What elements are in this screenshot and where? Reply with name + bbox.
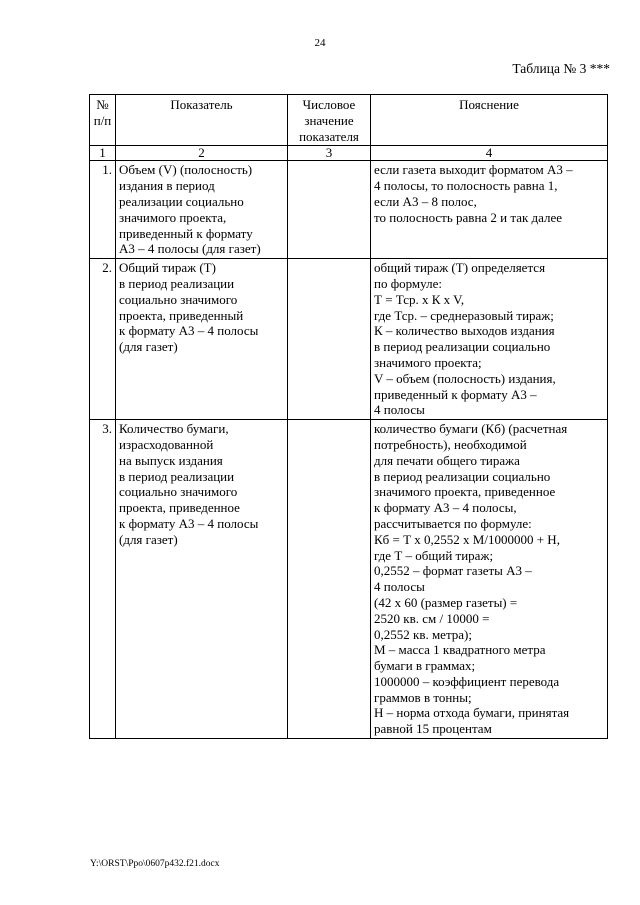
explanation-line: рассчитывается по формуле: bbox=[374, 515, 532, 531]
indicator-line: приведенный к формату bbox=[119, 225, 253, 241]
table-title: Таблица № 3 *** bbox=[512, 61, 610, 76]
table-body bbox=[90, 161, 608, 739]
page-number: 24 bbox=[314, 37, 326, 49]
explanation-line: равной 15 процентам bbox=[374, 721, 492, 737]
explanation-line: в период реализации социально bbox=[374, 468, 551, 484]
column-number-row bbox=[90, 146, 608, 161]
explanation-line: то полосность равна 2 и так далее bbox=[374, 209, 563, 225]
column-number: 4 bbox=[371, 146, 608, 161]
explanation-line: V – объем (полосность) издания, bbox=[374, 370, 556, 386]
row-number: 1. bbox=[90, 161, 116, 259]
explanation-line: к формату А3 – 4 полосы, bbox=[374, 500, 517, 516]
explanation-cell bbox=[371, 161, 608, 259]
column-number: 3 bbox=[288, 146, 371, 161]
indicator-line: израсходованной bbox=[119, 436, 214, 452]
explanation-line: значимого проекта, приведенное bbox=[374, 484, 556, 500]
explanation-line: в период реализации социально bbox=[374, 339, 551, 355]
indicator-line: Общий тираж (Т) bbox=[119, 260, 216, 276]
explanation-line: если газета выходит форматом А3 – bbox=[374, 162, 573, 178]
explanation-line: где Тср. – среднеразовый тираж; bbox=[374, 307, 554, 323]
explanation-line: 1000000 – коэффициент перевода bbox=[374, 673, 560, 689]
header-indicator: Показатель bbox=[116, 95, 288, 146]
explanation-line: где Т – общий тираж; bbox=[374, 547, 494, 563]
explanation-line: Н – норма отхода бумаги, принятая bbox=[374, 705, 570, 721]
column-number: 2 bbox=[116, 146, 288, 161]
explanation-line: 4 полосы, то полосность равна 1, bbox=[374, 178, 558, 194]
explanation-cell bbox=[371, 259, 608, 420]
header-explanation: Пояснение bbox=[371, 95, 608, 146]
header-value-line: значение bbox=[304, 112, 354, 128]
explanation-line: М – масса 1 квадратного метра bbox=[374, 642, 546, 658]
explanation-line: 0,2552 кв. метра); bbox=[374, 626, 473, 642]
explanation-line: по формуле: bbox=[374, 275, 442, 291]
header-value bbox=[288, 95, 371, 146]
indicator-line: Количество бумаги, bbox=[119, 421, 229, 437]
indicator-cell bbox=[116, 420, 288, 739]
explanation-line: 4 полосы bbox=[374, 402, 425, 418]
explanation-line: 0,2552 – формат газеты А3 – bbox=[374, 563, 532, 579]
explanation-line: 2520 кв. см / 10000 = bbox=[374, 610, 490, 626]
column-number: 1 bbox=[90, 146, 116, 161]
indicator-line: к формату А3 – 4 полосы bbox=[119, 515, 259, 531]
row-number: 3. bbox=[90, 420, 116, 739]
explanation-line: общий тираж (Т) определяется bbox=[374, 260, 546, 276]
table-header-row bbox=[90, 95, 608, 146]
table-row bbox=[90, 161, 608, 259]
explanation-line: для печати общего тиража bbox=[374, 452, 520, 468]
indicator-line: проекта, приведенный bbox=[119, 307, 244, 323]
explanation-line: К – количество выходов издания bbox=[374, 323, 555, 339]
explanation-line: потребность), необходимой bbox=[374, 436, 527, 452]
indicator-line: к формату А3 – 4 полосы bbox=[119, 323, 259, 339]
indicator-line: А3 – 4 полосы (для газет) bbox=[119, 241, 261, 257]
indicator-line: (для газет) bbox=[119, 531, 178, 547]
indicator-table bbox=[89, 94, 608, 739]
indicator-cell bbox=[116, 161, 288, 259]
file-path-footer: Y:\ORST\Ppo\0607p432.f21.docx bbox=[90, 859, 220, 869]
explanation-line: (42 x 60 (размер газеты) = bbox=[374, 594, 518, 610]
indicator-line: социально значимого bbox=[119, 484, 238, 500]
indicator-line: Объем (V) (полосность) bbox=[119, 162, 253, 178]
explanation-line: если А3 – 8 полос, bbox=[374, 193, 477, 209]
explanation-line: граммов в тонны; bbox=[374, 689, 472, 705]
indicator-line: (для газет) bbox=[119, 339, 178, 355]
explanation-line: приведенный к формату А3 – bbox=[374, 386, 537, 402]
row-number: 2. bbox=[90, 259, 116, 420]
indicator-line: в период реализации bbox=[119, 468, 235, 484]
explanation-line: количество бумаги (Кб) (расчетная bbox=[374, 421, 568, 437]
indicator-line: в период реализации bbox=[119, 275, 235, 291]
header-num-line: п/п bbox=[93, 112, 112, 128]
indicator-line: проекта, приведенное bbox=[119, 500, 240, 516]
explanation-line: бумаги в граммах; bbox=[374, 658, 476, 674]
table-row bbox=[90, 420, 608, 739]
header-num-line: № bbox=[96, 97, 109, 112]
header-num bbox=[90, 95, 116, 146]
value-cell bbox=[288, 259, 371, 420]
value-cell bbox=[288, 161, 371, 259]
explanation-cell bbox=[371, 420, 608, 739]
header-value-line: показателя bbox=[299, 128, 359, 144]
header-value-line: Числовое bbox=[302, 97, 356, 112]
value-cell bbox=[288, 420, 371, 739]
indicator-line: социально значимого bbox=[119, 291, 238, 307]
indicator-line: издания в период bbox=[119, 178, 215, 194]
indicator-line: реализации социально bbox=[119, 193, 244, 209]
indicator-line: на выпуск издания bbox=[119, 452, 223, 468]
indicator-cell bbox=[116, 259, 288, 420]
explanation-line: Кб = Т x 0,2552 x М/1000000 + Н, bbox=[374, 531, 560, 547]
indicator-line: значимого проекта, bbox=[119, 209, 227, 225]
table-row bbox=[90, 259, 608, 420]
explanation-line: значимого проекта; bbox=[374, 354, 482, 370]
explanation-line: Т = Тср. x К x V, bbox=[374, 291, 465, 307]
explanation-line: 4 полосы bbox=[374, 579, 425, 595]
